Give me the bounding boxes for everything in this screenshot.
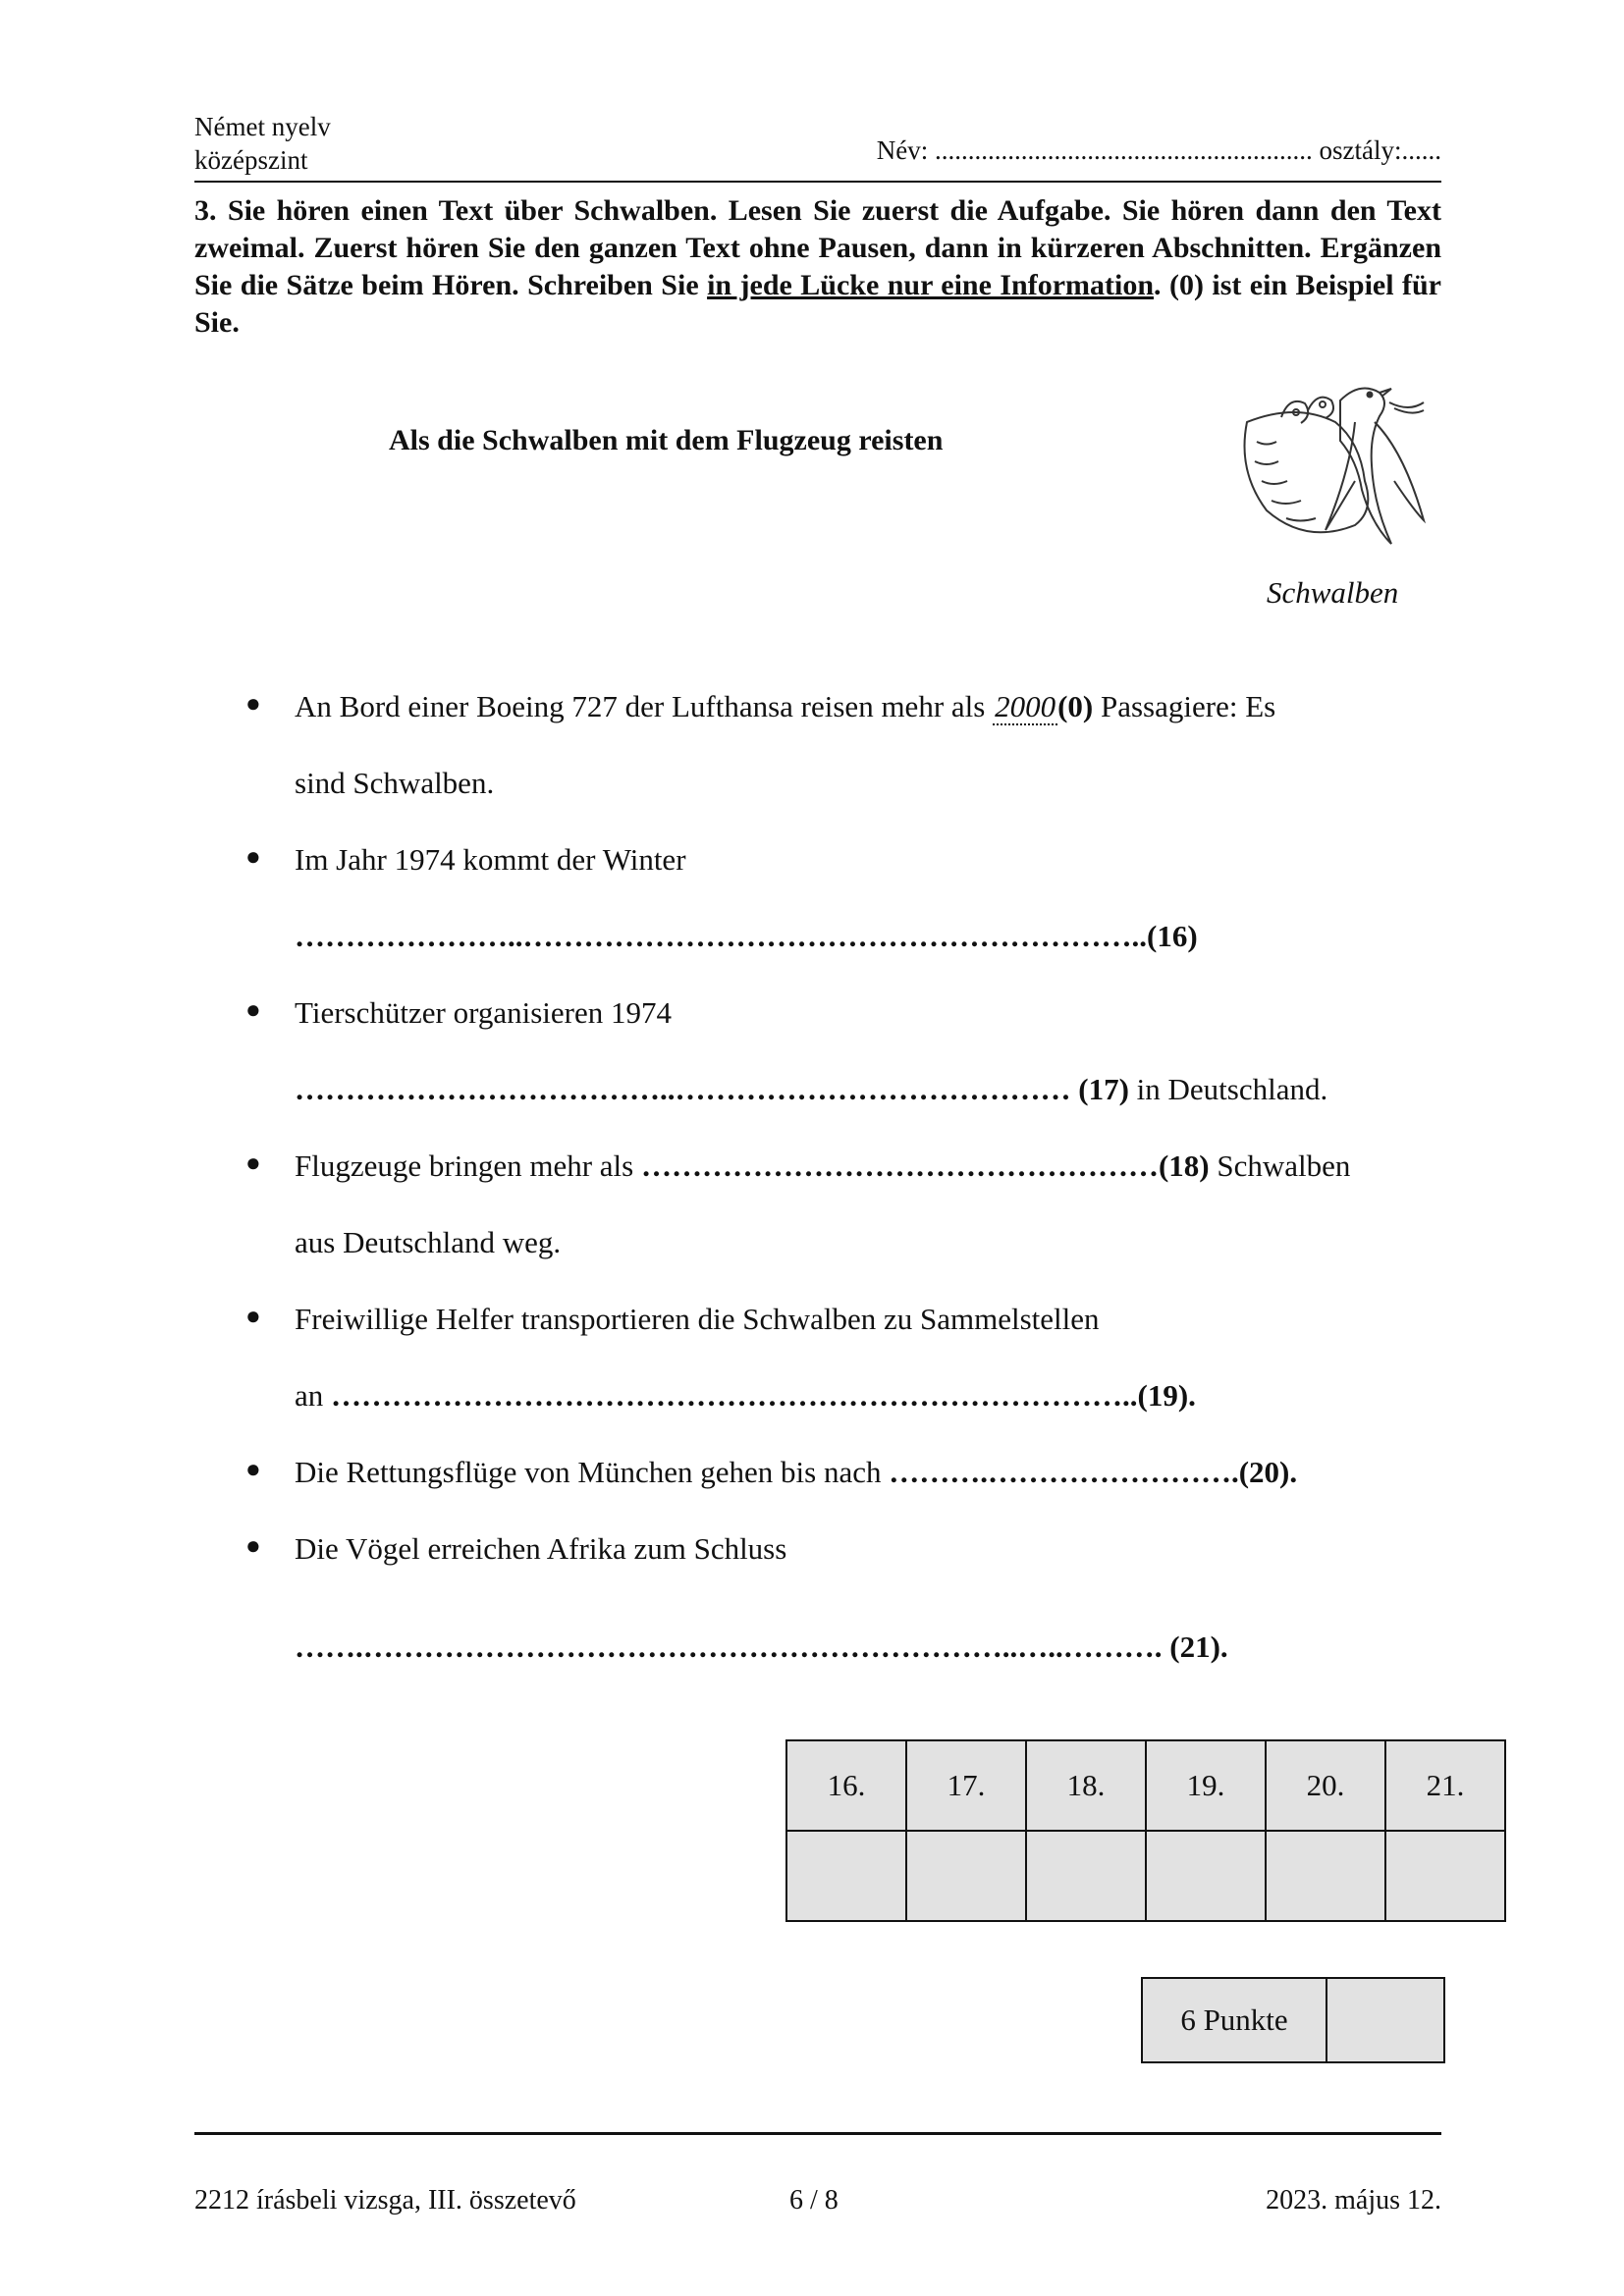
score-header-16: 16. [786,1740,906,1831]
footer-date: 2023. május 12. [1266,2185,1441,2216]
item-19-gap[interactable] [295,1378,1196,1414]
score-cell-20[interactable] [1266,1831,1385,1921]
answer-gap-19[interactable]: ……………………………………………………………………. [331,1378,1130,1413]
subject-label: Német nyelv [194,112,331,141]
name-class-field: Név: ......................................................... osztály:...... [876,135,1441,165]
score-cell-16[interactable] [786,1831,906,1921]
item-20-number: (20). [1238,1455,1298,1489]
item-16-gap[interactable] [295,919,1198,954]
item-17-after: in Deutschland. [1128,1072,1328,1106]
item-18-text: Flugzeuge bringen mehr als [295,1148,641,1183]
item-0-continuation: sind Schwalben. [295,766,495,800]
bullet-icon: ● [245,1148,261,1177]
item-20 [245,1455,1298,1490]
image-caption: Schwalben [1267,575,1399,610]
score-cell-18[interactable] [1026,1831,1146,1921]
swallow-nest-illustration [1227,363,1453,560]
level-label: középszint [194,145,308,175]
bullet-icon: ● [245,995,261,1024]
footer-exam-info: 2212 írásbeli vizsga, III. összetevő [194,2185,576,2216]
points-cell[interactable] [1326,1978,1444,2062]
item-18-continuation: aus Deutschland weg. [295,1225,562,1259]
item-0-text: An Bord einer Boeing 727 der Lufthansa reisen mehr als [295,689,994,723]
header-subject-block [194,110,331,177]
instruction-underlined: in jede Lücke nur eine Information [707,269,1155,301]
item-21-number: (21). [1169,1629,1228,1664]
item-21 [245,1531,787,1567]
item-16 [245,842,686,878]
example-answer: 2000 [995,689,1056,723]
score-header-19: 19. [1146,1740,1266,1831]
bullet-icon: ● [245,1302,261,1330]
item-0 [245,689,1276,724]
bullet-icon: ● [245,689,261,718]
answer-gap-18[interactable]: …………………………………………… [640,1148,1159,1183]
footer-divider [194,2132,1441,2135]
points-box [1141,1977,1445,2063]
item-18-after: Schwalben [1209,1148,1351,1183]
bullet-icon: ● [245,842,261,871]
item-17 [245,995,672,1031]
score-cell-19[interactable] [1146,1831,1266,1921]
score-cell-21[interactable] [1385,1831,1505,1921]
text-title: Als die Schwalben mit dem Flugzeug reisten [389,424,944,456]
score-table [785,1739,1506,1922]
item-21-gap[interactable] [295,1629,1228,1665]
item-17-gap[interactable] [295,1072,1327,1107]
points-label: 6 Punkte [1142,1978,1326,2062]
item-18 [245,1148,1351,1184]
item-18-number: (18) [1158,1148,1210,1183]
score-header-18: 18. [1026,1740,1146,1831]
item-21-text: Die Vögel erreichen Afrika zum Schluss [295,1531,787,1566]
score-cell-17[interactable] [906,1831,1026,1921]
instruction-part1: 3. Sie hören einen Text über Schwalben. Lesen Sie zuerst die Aufgabe. Sie hören dann den Text zweimal. Zuerst hören Sie den ganzen Text ohne Pausen, dann in kürzeren Abschnitten. Ergänzen Sie die Sätze beim Hören. Schreiben Sie [194,194,1441,301]
bullet-icon: ● [245,1531,261,1560]
score-answer-row [786,1831,1505,1921]
item-17-text: Tierschützer organisieren 1974 [295,995,672,1030]
item-16-number: (16) [1147,919,1198,953]
item-16-text: Im Jahr 1974 kommt der Winter [295,842,686,877]
item-19-number: .(19). [1129,1378,1196,1413]
instruction-part2: . (0) ist ein Beispiel für Sie. [194,269,1441,339]
item-19-text: Freiwillige Helfer transportieren die Schwalben zu Sammelstellen [295,1302,1100,1336]
item-19-an: an [295,1378,332,1413]
item-19 [245,1302,1100,1337]
item-0-number: (0) [1057,689,1094,723]
item-0-after: Passagiere: Es [1093,689,1276,723]
answer-gap-17[interactable]: ………………………………..………………………………… [295,1072,1079,1106]
footer-page-number: 6 / 8 [789,2185,839,2216]
task-instruction [194,192,1441,342]
header-divider [194,181,1441,183]
score-header-row [786,1740,1505,1831]
item-20-text: Die Rettungsflüge von München gehen bis nach [295,1455,890,1489]
score-header-20: 20. [1266,1740,1385,1831]
item-17-number: (17) [1078,1072,1129,1106]
score-header-21: 21. [1385,1740,1505,1831]
bullet-icon: ● [245,1455,261,1483]
answer-gap-16[interactable]: …………………..…………………………………………………….. [295,919,1147,953]
answer-gap-21[interactable]: …….………………………………………………………..…..………. [295,1629,1170,1664]
answer-gap-20[interactable]: ……….……………………. [889,1455,1239,1489]
score-header-17: 17. [906,1740,1026,1831]
